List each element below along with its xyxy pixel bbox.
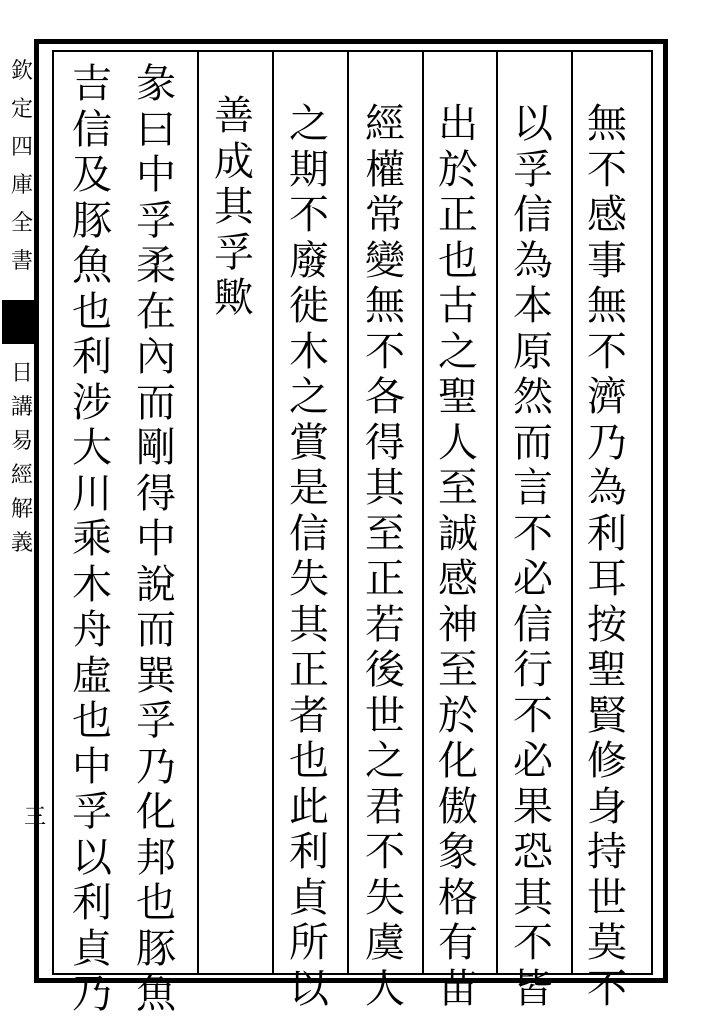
text-char: 若 xyxy=(365,601,405,648)
text-char: 至 xyxy=(438,647,478,693)
text-char: 古 xyxy=(438,283,478,329)
text-char: 乃 xyxy=(72,971,112,1017)
column-rule xyxy=(496,52,498,973)
text-char: 巽 xyxy=(136,652,176,699)
text-char: 有 xyxy=(438,920,478,966)
text-char: 為 xyxy=(513,237,553,284)
text-char: 不 xyxy=(513,692,553,739)
text-char: 不 xyxy=(289,192,329,238)
text-char: 不 xyxy=(513,920,553,966)
text-char: 利 xyxy=(72,334,112,380)
text-char: 孚 xyxy=(214,229,254,276)
text-column xyxy=(123,61,189,1017)
text-char: 貞 xyxy=(72,925,112,972)
text-char: 後 xyxy=(365,647,405,693)
text-char: 化 xyxy=(438,738,478,784)
text-char: 按 xyxy=(587,601,627,648)
text-char: 不 xyxy=(365,328,405,375)
text-char: 感 xyxy=(587,192,627,238)
text-char: 聖 xyxy=(587,647,627,693)
text-char: 經 xyxy=(365,101,405,147)
text-char: 失 xyxy=(365,874,405,921)
text-column xyxy=(59,61,125,1017)
text-char: 然 xyxy=(513,374,553,420)
text-char: 不 xyxy=(587,146,627,193)
text-char: 虞 xyxy=(365,920,405,966)
text-char: 行 xyxy=(513,647,553,693)
text-char: 為 xyxy=(587,465,627,511)
text-column xyxy=(574,62,640,1012)
text-char: 以 xyxy=(72,834,112,881)
text-char: 豚 xyxy=(72,197,112,244)
text-char: 貞 xyxy=(289,874,329,921)
text-char: 出 xyxy=(438,101,478,147)
text-char: 皆 xyxy=(513,965,553,1012)
text-char: 言 xyxy=(513,465,553,511)
text-char: 不 xyxy=(365,829,405,875)
text-char: 信 xyxy=(289,510,329,557)
text-char: 所 xyxy=(289,920,329,966)
text-char: 人 xyxy=(438,419,478,466)
text-char: 於 xyxy=(438,692,478,739)
text-char: 正 xyxy=(289,647,329,693)
text-char: 格 xyxy=(438,874,478,921)
text-char: 虛 xyxy=(72,652,112,699)
text-char: 孚 xyxy=(72,789,112,835)
text-char: 也 xyxy=(72,288,112,335)
text-char: 不 xyxy=(587,965,627,1012)
text-char: 徙 xyxy=(289,283,329,329)
margin-char: 欽 xyxy=(10,59,33,84)
text-char: 無 xyxy=(365,283,405,329)
text-char: 持 xyxy=(587,829,627,875)
text-char: 信 xyxy=(72,106,112,153)
text-char: 賞 xyxy=(289,419,329,466)
text-char: 原 xyxy=(513,328,553,375)
text-char: 孚 xyxy=(136,197,176,244)
text-char: 乃 xyxy=(587,419,627,466)
text-char: 善 xyxy=(214,93,254,139)
text-char: 期 xyxy=(289,146,329,193)
text-char: 也 xyxy=(136,880,176,926)
text-char: 身 xyxy=(587,783,627,830)
text-char: 大 xyxy=(72,425,112,471)
margin-char: 書 xyxy=(10,249,33,274)
text-char: 無 xyxy=(587,101,627,147)
text-char: 也 xyxy=(289,738,329,784)
text-char: 是 xyxy=(289,465,329,511)
text-char: 其 xyxy=(513,874,553,921)
text-char: 莫 xyxy=(587,920,627,966)
text-char: 之 xyxy=(365,738,405,784)
margin-column xyxy=(8,42,36,982)
fishtail-mark xyxy=(2,300,36,344)
text-char: 世 xyxy=(587,874,627,921)
text-char: 正 xyxy=(438,192,478,238)
column-rule xyxy=(197,52,199,973)
text-char: 木 xyxy=(72,561,112,608)
page-number: 三 xyxy=(23,805,46,830)
text-char: 變 xyxy=(365,237,405,284)
margin-char: 講 xyxy=(10,395,33,420)
text-char: 吉 xyxy=(72,61,112,107)
margin-char: 日 xyxy=(10,361,33,386)
text-char: 得 xyxy=(136,470,176,517)
text-char: 其 xyxy=(214,184,254,230)
text-char: 其 xyxy=(289,601,329,648)
text-char: 利 xyxy=(72,880,112,926)
text-char: 不 xyxy=(587,328,627,375)
text-char: 木 xyxy=(289,328,329,375)
margin-char: 解 xyxy=(10,497,33,522)
text-char: 剛 xyxy=(136,425,176,471)
text-char: 恐 xyxy=(513,829,553,875)
text-char: 誠 xyxy=(438,510,478,557)
text-char: 孚 xyxy=(513,146,553,193)
margin-char: 義 xyxy=(10,531,33,556)
column-rule xyxy=(347,52,349,973)
text-char: 豚 xyxy=(136,925,176,972)
margin-char: 庫 xyxy=(10,173,33,198)
text-char: 必 xyxy=(513,556,553,602)
text-char: 及 xyxy=(72,152,112,198)
text-char: 魚 xyxy=(136,971,176,1017)
text-char: 而 xyxy=(513,419,553,466)
text-char: 聖 xyxy=(438,374,478,420)
text-char: 說 xyxy=(136,561,176,608)
text-char: 乃 xyxy=(136,743,176,790)
margin-char: 易 xyxy=(10,429,33,454)
margin-char: 定 xyxy=(10,97,33,122)
text-char: 至 xyxy=(438,465,478,511)
text-char: 得 xyxy=(365,419,405,466)
text-char: 利 xyxy=(289,829,329,875)
text-char: 無 xyxy=(587,283,627,329)
text-char: 之 xyxy=(289,374,329,420)
text-char: 而 xyxy=(136,379,176,426)
text-char: 以 xyxy=(513,101,553,147)
text-char: 人 xyxy=(365,965,405,1012)
text-char: 至 xyxy=(365,510,405,557)
text-char: 權 xyxy=(365,146,405,193)
text-char: 正 xyxy=(365,556,405,602)
text-char: 不 xyxy=(513,510,553,557)
text-char: 事 xyxy=(587,237,627,284)
text-char: 在 xyxy=(136,288,176,335)
text-char: 也 xyxy=(72,698,112,744)
text-char: 廢 xyxy=(289,237,329,284)
text-char: 信 xyxy=(513,601,553,648)
text-char: 成 xyxy=(214,138,254,185)
text-char: 此 xyxy=(289,783,329,830)
text-char: 乘 xyxy=(72,516,112,562)
text-char: 歟 xyxy=(214,275,254,321)
text-column xyxy=(352,62,418,1012)
text-char: 修 xyxy=(587,738,627,784)
text-char: 苗 xyxy=(438,965,478,1012)
margin-char: 全 xyxy=(10,211,33,236)
column-rule xyxy=(272,52,274,973)
text-char: 而 xyxy=(136,607,176,653)
text-char: 信 xyxy=(513,192,553,238)
text-char: 中 xyxy=(136,516,176,562)
text-char: 內 xyxy=(136,334,176,380)
column-rule xyxy=(571,52,573,973)
text-char: 也 xyxy=(438,237,478,284)
text-char: 之 xyxy=(438,328,478,375)
margin-char: 經 xyxy=(10,463,33,488)
text-char: 曰 xyxy=(136,106,176,153)
text-char: 涉 xyxy=(72,379,112,426)
text-char: 果 xyxy=(513,783,553,830)
text-char: 中 xyxy=(136,152,176,198)
text-column xyxy=(425,62,491,1012)
text-char: 川 xyxy=(72,470,112,517)
text-char: 於 xyxy=(438,146,478,193)
text-char: 各 xyxy=(365,374,405,420)
text-column xyxy=(500,62,566,1012)
text-char: 彖 xyxy=(136,61,176,107)
text-char: 邦 xyxy=(136,834,176,881)
text-char: 感 xyxy=(438,556,478,602)
text-column xyxy=(201,62,267,972)
text-char: 者 xyxy=(289,692,329,739)
text-char: 利 xyxy=(587,510,627,557)
text-char: 耳 xyxy=(587,556,627,602)
text-char: 孚 xyxy=(136,698,176,744)
text-char: 常 xyxy=(365,192,405,238)
text-char: 君 xyxy=(365,783,405,830)
margin-char: 四 xyxy=(10,135,33,160)
text-char: 舟 xyxy=(72,607,112,653)
text-char: 必 xyxy=(513,738,553,784)
text-char: 濟 xyxy=(587,374,627,420)
text-char: 傲 xyxy=(438,783,478,830)
text-char: 柔 xyxy=(136,243,176,289)
text-char: 魚 xyxy=(72,243,112,289)
text-char: 之 xyxy=(289,101,329,147)
text-column xyxy=(276,62,342,1012)
column-rule xyxy=(422,52,424,973)
text-char: 以 xyxy=(289,965,329,1012)
text-char: 中 xyxy=(72,743,112,790)
text-char: 失 xyxy=(289,556,329,602)
text-char: 象 xyxy=(438,829,478,875)
text-char: 其 xyxy=(365,465,405,511)
text-char: 世 xyxy=(365,692,405,739)
text-char: 神 xyxy=(438,601,478,648)
text-char: 賢 xyxy=(587,692,627,739)
text-char: 本 xyxy=(513,283,553,329)
text-char: 化 xyxy=(136,789,176,835)
